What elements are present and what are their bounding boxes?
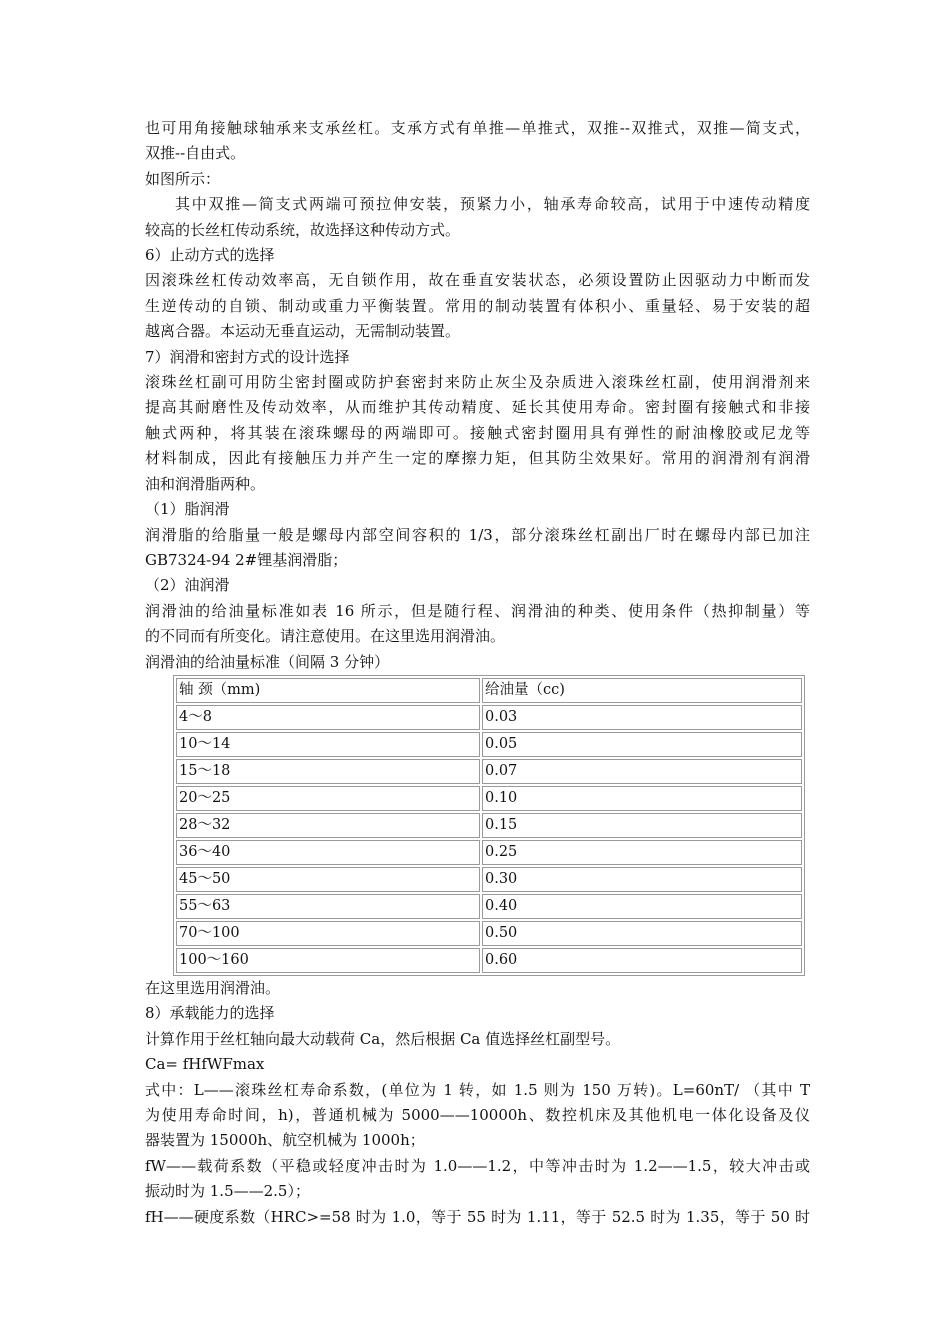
- table-row: [176, 759, 802, 784]
- cell-oil-amount: 0.50: [482, 921, 802, 946]
- header-cell-diameter: 轴 颈（mm): [176, 678, 480, 703]
- text-line: 提高其耐磨性及传动效率，从而维护其传动精度、延长其使用寿命。密封圈有接触式和非接: [145, 398, 810, 417]
- text-line: 材料制成，因此有接触压力并产生一定的摩擦力矩，但其防尘效果好。常用的润滑剂有润滑: [145, 449, 810, 468]
- text-line: 器装置为 15000h、航空机械为 1000h；: [145, 1131, 425, 1150]
- table-row: [176, 948, 802, 973]
- text-line: 触式两种，将其装在滚珠螺母的两端即可。接触式密封圈用具有弹性的耐油橡胶或尼龙等: [145, 423, 810, 442]
- text-line: 其中双推—简支式两端可预拉伸安装，预紧力小，轴承寿命较高，试用于中速传动精度: [175, 195, 810, 214]
- cell-diameter: 28～32: [176, 813, 480, 838]
- text-line: 式中：L——滚珠丝杠寿命系数，(单位为 1 转，如 1.5 则为 150 万转)。L=60nT/ （其中 T: [145, 1080, 810, 1099]
- cell-oil-amount: 0.15: [482, 813, 802, 838]
- text-line: fW——载荷系数（平稳或轻度冲击时为 1.0——1.2，中等冲击时为 1.2——1.5，较大冲击或: [145, 1156, 810, 1175]
- text-line: 滚珠丝杠副可用防尘密封圈或防护套密封来防止灰尘及杂质进入滚珠丝杠副，使用润滑剂来: [145, 373, 810, 392]
- paragraph-load-factor: [145, 1154, 810, 1205]
- cell-diameter: 45～50: [176, 867, 480, 892]
- text-line: 油和润滑脂两种。: [145, 474, 266, 493]
- cell-diameter: 10～14: [176, 732, 480, 757]
- paragraph-oil: [145, 599, 810, 650]
- paragraph-oil-choice: 在这里选用润滑油。: [145, 978, 281, 997]
- paragraph-chosen-method: [145, 192, 810, 243]
- text-line: 的不同而有所变化。请注意使用。在这里选用润滑油。: [145, 627, 506, 646]
- table-row: [176, 732, 802, 757]
- subheading-oil: （2）油润滑: [145, 576, 230, 595]
- text-line: GB7324-94 2#锂基润滑脂；: [145, 550, 348, 569]
- cell-diameter: 4～8: [176, 705, 480, 730]
- table-row: [176, 705, 802, 730]
- text-line: 为使用寿命时间，h)，普通机械为 5000——10000h、数控机床及其他机电一体化设备及仪: [145, 1105, 810, 1124]
- section-heading-7: 7）润滑和密封方式的设计选择: [145, 347, 350, 366]
- document-body: [145, 116, 810, 1230]
- cell-oil-amount: 0.10: [482, 786, 802, 811]
- table-row: [176, 921, 802, 946]
- text-line: 振动时为 1.5——2.5）；: [145, 1182, 310, 1201]
- text-line: 润滑油的给油量标准如表 16 所示，但是随行程、润滑油的种类、使用条件（热抑制量）等: [145, 601, 810, 620]
- table-row: [176, 867, 802, 892]
- subheading-grease: （1）脂润滑: [145, 500, 230, 519]
- header-cell-oil-amount: 给油量（cc): [482, 678, 802, 703]
- paragraph-life-factor: [145, 1078, 810, 1154]
- table-row: [176, 840, 802, 865]
- text-line: 润滑脂的给脂量一般是螺母内部空间容积的 1/3，部分滚珠丝杠副出厂时在螺母内部已加注: [145, 525, 810, 544]
- table-row: [176, 813, 802, 838]
- paragraph-lubrication-sealing: [145, 370, 810, 497]
- text-line: 较高的长丝杠传动系统，故选择这种传动方式。: [145, 220, 461, 239]
- cell-diameter: 70～100: [176, 921, 480, 946]
- text-line: 越离合器。本运动无垂直运动，无需制动装置。: [145, 322, 461, 341]
- text-line: 因滚珠丝杠传动效率高，无自锁作用，故在垂直安装状态，必须设置防止因驱动力中断而发: [145, 271, 810, 290]
- text-line: 也可用角接触球轴承来支承丝杠。支承方式有单推—单推式，双推--双推式，双推—简支式，: [145, 119, 810, 137]
- paragraph-load-calc: 计算作用于丝杠轴向最大动载荷 Ca，然后根据 Ca 值选择丝杠副型号。: [145, 1029, 621, 1048]
- text-line: 双推--自由式。: [145, 144, 246, 163]
- cell-oil-amount: 0.03: [482, 705, 802, 730]
- cell-diameter: 15～18: [176, 759, 480, 784]
- cell-diameter: 100～160: [176, 948, 480, 973]
- cell-diameter: 55～63: [176, 894, 480, 919]
- cell-oil-amount: 0.25: [482, 840, 802, 865]
- table-row: [176, 894, 802, 919]
- section-heading-6: 6）止动方式的选择: [145, 246, 275, 265]
- paragraph-grease: [145, 523, 810, 574]
- cell-diameter: 36～40: [176, 840, 480, 865]
- formula: Ca= fHfWFmax: [145, 1055, 265, 1074]
- table-caption: 润滑油的给油量标准（间隔 3 分钟）: [145, 652, 390, 671]
- paragraph-figure-ref: 如图所示：: [145, 169, 221, 188]
- paragraph-support-methods: [145, 116, 810, 167]
- cell-oil-amount: 0.30: [482, 867, 802, 892]
- cell-oil-amount: 0.07: [482, 759, 802, 784]
- paragraph-brake: [145, 268, 810, 344]
- cell-oil-amount: 0.60: [482, 948, 802, 973]
- table-header-row: [176, 678, 802, 703]
- text-line: 生逆传动的自锁、制动或重力平衡装置。常用的制动装置有体积小、重量轻、易于安装的超: [145, 296, 810, 315]
- section-heading-8: 8）承载能力的选择: [145, 1004, 275, 1023]
- cell-oil-amount: 0.05: [482, 732, 802, 757]
- cell-diameter: 20～25: [176, 786, 480, 811]
- table-row: [176, 786, 802, 811]
- paragraph-hardness-factor: [145, 1205, 810, 1230]
- oil-quantity-table: [173, 675, 805, 976]
- text-line: fH——硬度系数（HRC>=58 时为 1.0，等于 55 时为 1.11，等于 52.5 时为 1.35，等于 50 时: [145, 1207, 810, 1226]
- cell-oil-amount: 0.40: [482, 894, 802, 919]
